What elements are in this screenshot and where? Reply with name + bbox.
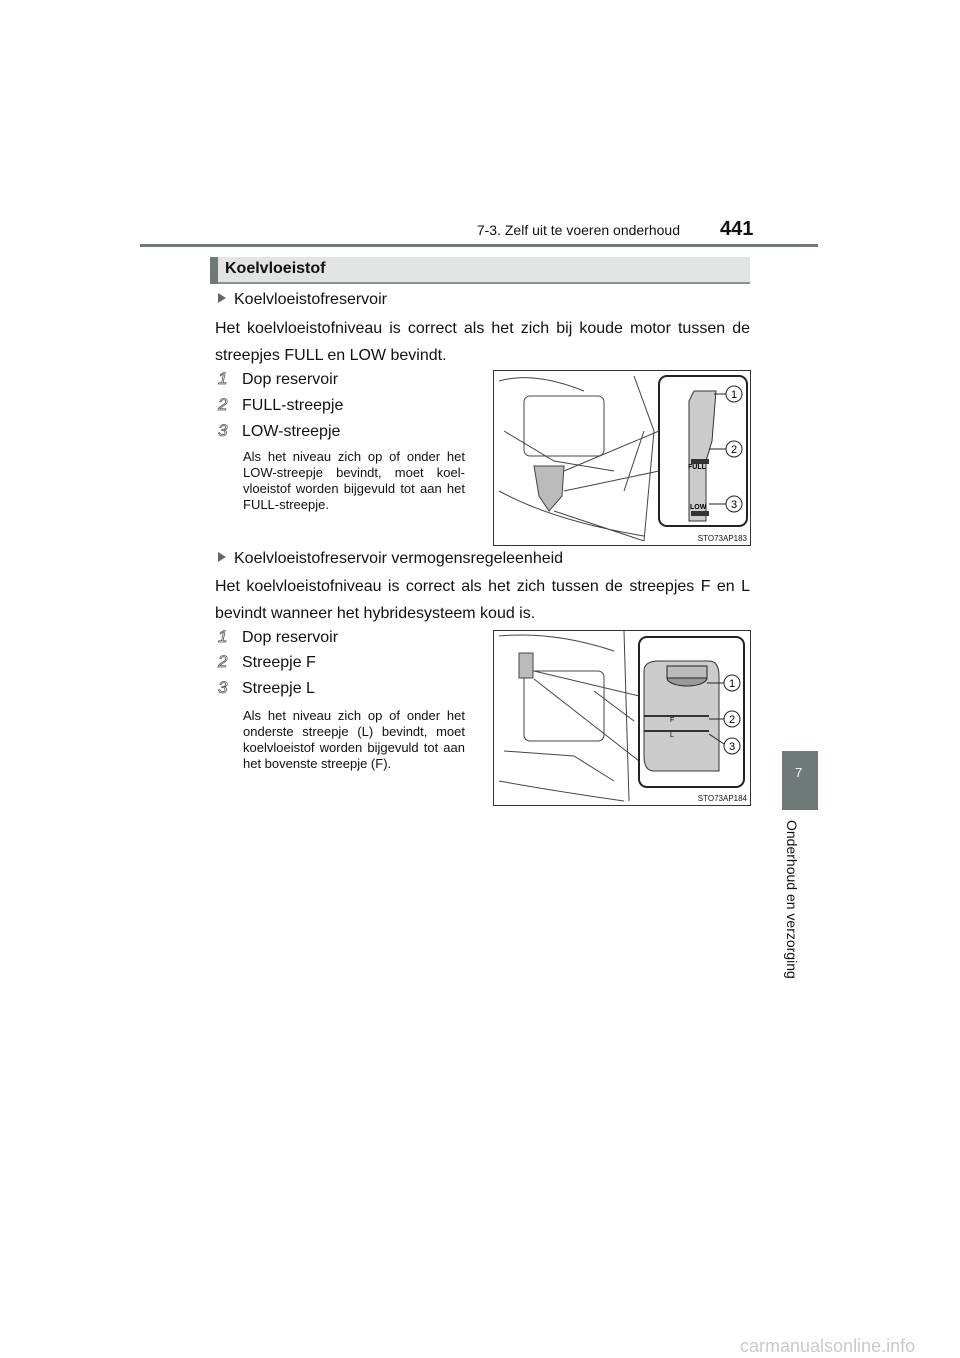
item-label: Dop reservoir [242, 371, 339, 388]
triangle-bullet-icon [218, 552, 226, 562]
section-title: Koelvloeistof [225, 260, 326, 277]
chapter-title: 7-3. Zelf uit te voeren onderhoud [476, 222, 680, 238]
watermark: carmanualsonline.info [740, 1336, 916, 1356]
note-2: Als het niveau zich op of onder het onderste streepje (L) bevindt, moet koelvloeistof worden bijgevuld tot aan het bovenste streepje (F). [243, 708, 465, 771]
subheading-2 [218, 550, 563, 568]
item-label: Streepje L [242, 680, 315, 697]
item-label: Streepje F [242, 654, 316, 671]
chapter-number: 7 [795, 765, 803, 780]
chapter-tab [782, 751, 818, 810]
figure-code: STO73AP183 [697, 534, 747, 543]
callout-number: 2 [218, 395, 228, 414]
callout-number: 3 [218, 678, 228, 697]
list-item [218, 627, 338, 647]
subheading-text: Koelvloeistofreservoir [234, 291, 387, 308]
item-label: FULL-streepje [242, 397, 344, 414]
callout-1: 1 [730, 389, 738, 401]
list-item [218, 678, 315, 698]
figure-pcu-coolant-reservoir [493, 630, 751, 806]
subheading-1 [218, 291, 387, 309]
note-1: Als het niveau zich op of onder het LOW-streepje bevindt, moet koelvloeistof worden bijgevuld tot aan het FULL-streepje. [243, 449, 465, 512]
l-mark-label: L [670, 732, 674, 739]
header-divider [140, 244, 818, 247]
chapter-side-label: Onderhoud en verzorging [784, 820, 800, 979]
page-number: 441 [720, 218, 754, 240]
figure-code: STO73AP184 [697, 794, 747, 803]
item-label: Dop reservoir [242, 629, 339, 646]
item-label: LOW-streepje [242, 423, 341, 440]
paragraph-1: Het koelvloeistofniveau is correct als het zich bij koude motor tussen de streepjes FULL en LOW bevindt. [215, 320, 750, 364]
list-item [218, 369, 338, 389]
callout-3: 3 [730, 499, 738, 511]
paragraph-2: Het koelvloeistofniveau is correct als het zich tussen de streepjes F en L bevindt wanneer het hybridesysteem koud is. [215, 578, 750, 622]
subheading-text: Koelvloeistofreservoir vermogensregeleenheid [234, 550, 564, 567]
section-heading [210, 257, 750, 284]
callout-2: 2 [728, 714, 736, 726]
engine-illustration [494, 371, 750, 545]
figure-coolant-reservoir [493, 370, 751, 546]
low-mark-label: LOW [690, 504, 707, 511]
list-item [218, 652, 316, 672]
callout-number: 2 [218, 652, 228, 671]
engine-illustration [494, 631, 750, 805]
callout-1: 1 [728, 678, 736, 690]
list-item [218, 395, 343, 415]
full-mark-label: FULL [688, 464, 706, 471]
f-mark-label: F [670, 717, 675, 724]
list-item [218, 421, 340, 441]
callout-3: 3 [728, 741, 736, 753]
callout-number: 1 [218, 369, 228, 388]
callout-number: 1 [218, 627, 228, 646]
callout-number: 3 [218, 421, 228, 440]
triangle-bullet-icon [218, 293, 226, 303]
callout-2: 2 [730, 444, 738, 456]
